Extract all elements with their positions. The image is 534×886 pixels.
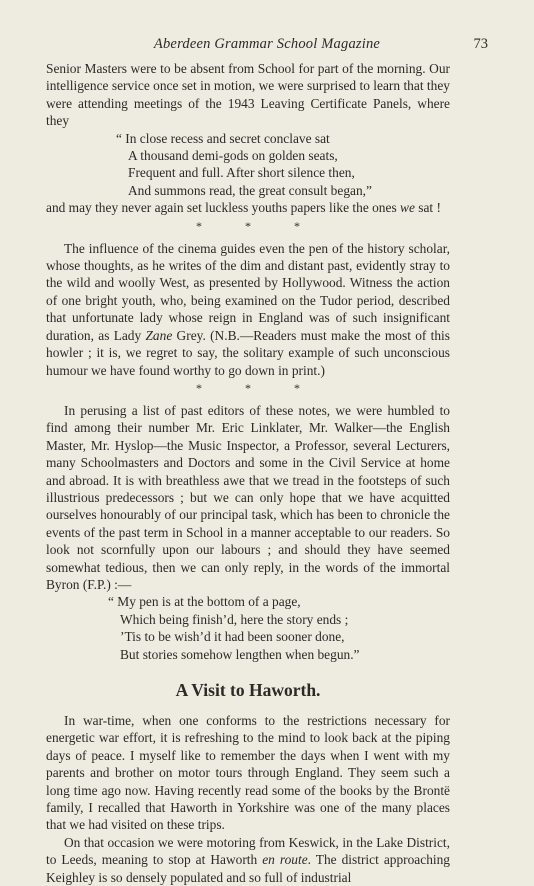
verse-line: ’Tis to be wish’d it had been sooner done, [120,629,345,645]
paragraph-senior-masters: Senior Masters were to be absent from School for part of the morning. Our intelligence service once set in motion, we were surprised to learn that they were attending meetings of the 1943 Leaving Certificate Panels, where they [46,61,450,129]
verse-line: A thousand demi-gods on golden seats, [128,148,338,164]
section-heading: A Visit to Haworth. [175,680,321,700]
paragraph-past-editors: In perusing a list of past editors of these notes, we were humbled to find among their number Mr. Eric Linklater, Mr. Walker—the English Master, Mr. Hyslop—the Music Inspector, a Professor, several Lecturers, many Schoolmasters and Doctors and some in the Civil Service at home and abroad. It is with breathless awe that we tread in the footsteps of such illustrious predecessors ; but we can only hope that we have acquitted ourselves honourably of our principal task, which has been to chronicle the events of the past term in School in a manner acceptable to our readers. So look not scornfully upon our labours ; and should they have seemed somewhat tedious, then we can only reply, in the words of the immortal Byron (F.P.) :— [46,402,450,592]
verse-line: And summons read, the great consult began,” [128,182,372,198]
page-header [46,36,488,56]
verse-line: But stories somehow lengthen when begun.” [120,646,360,662]
verse-line: “ In close recess and secret conclave sat [116,130,330,146]
verse-line: Frequent and full. After short silence then, [128,165,355,181]
verse-quotation-1 [116,130,450,200]
verse-quotation-2 [108,593,450,663]
emphasis-zane: Zane [145,327,173,343]
paragraph-keswick: On that occasion we were motoring from Keswick, in the Lake District, to Leeds, meaning to stop at Haworth en route. The district approaching Keighley is so densely populated and so full of industrial [46,834,450,885]
section-separator: * * * [196,380,320,395]
paragraph-luckless-youths: and may they never again set luckless youths papers like the ones we sat ! [46,200,441,216]
section-separator: * * * [196,218,320,233]
paragraph-cinema: The influence of the cinema guides even the pen of the history scholar, whose thoughts, as he writes of the dim and distant past, evidently stray to the wild and woolly West, as presented by Hollywood. Witness the action of one bright youth, who, being examined on the Tudor period, described that unfortunate lady whose reign in England was of such insignificant duration, as Lady Zane Grey. (N.B.—Readers must make the most of this howler ; it is, we regret to say, the solitary example of such unconscious humour we have found worthy to go down in print.) [46,240,450,378]
verse-line: Which being finish’d, here the story ends ; [120,611,349,627]
running-title: Aberdeen Grammar School Magazine [153,36,381,52]
page-body [46,60,450,886]
verse-line: “ My pen is at the bottom of a page, [108,594,301,610]
emphasis-we: we [400,200,415,216]
emphasis-en-route: en route [262,852,308,868]
page-number: 73 [473,36,488,52]
paragraph-war-time: In war-time, when one conforms to the restrictions necessary for energetic war effort, it is refreshing to the mind to look back at the piping days of peace. I myself like to remember the days when I went with my parents and brother on motor tours through England. They seem such a long time ago now. Having recently read some of the books by the Brontë family, I recalled that Haworth in Yorkshire was one of the many places that we had visited on these trips. [46,713,450,833]
